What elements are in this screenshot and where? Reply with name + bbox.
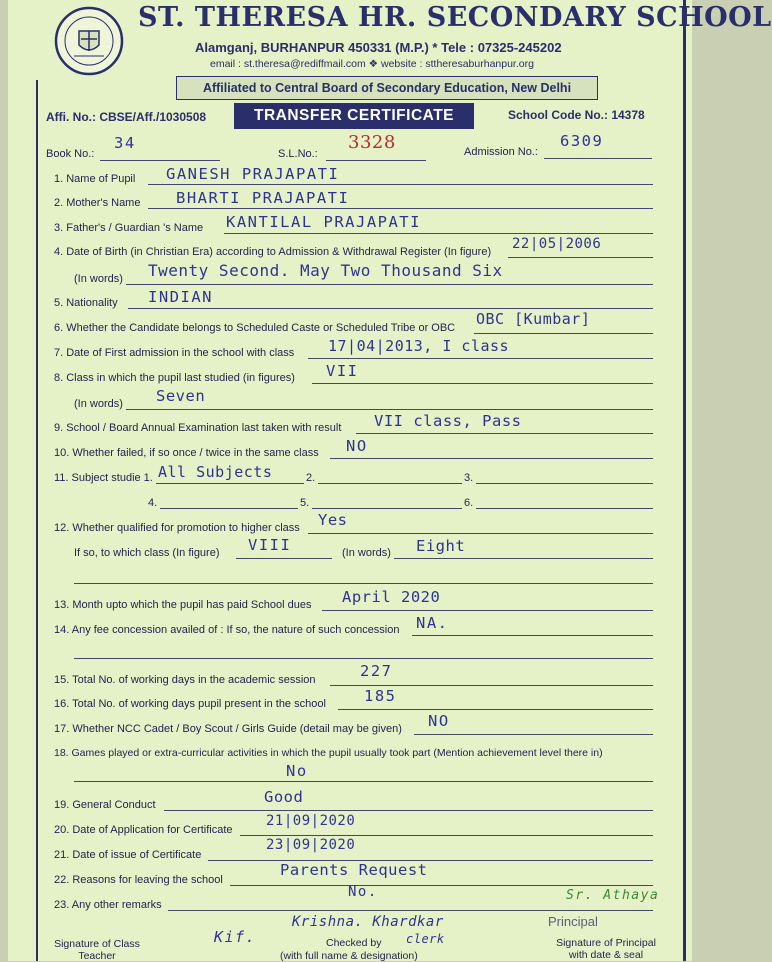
field-4-label: 4. Date of Birth (in Christian Era) according to Admission & Withdrawal Register (In figure) xyxy=(54,246,492,258)
school-crest-icon xyxy=(48,6,130,76)
field-7-line xyxy=(308,358,653,359)
field-16-label: 16. Total No. of working days pupil present in the school xyxy=(54,698,326,710)
checker-name: Krishna. Khardkar xyxy=(292,914,444,930)
field-5-label: 5. Nationality xyxy=(54,297,118,309)
sl-no-label: S.L.No.: xyxy=(278,148,318,160)
field-11-line-3 xyxy=(476,483,653,484)
field-16-line xyxy=(338,709,653,710)
school-code: School Code No.: 14378 xyxy=(508,108,645,122)
field-11-num-6: 6. xyxy=(464,497,474,509)
school-contact: email : st.theresa@rediffmail.com ❖ website : sttheresaburhanpur.org xyxy=(210,58,534,70)
field-1-line xyxy=(148,184,653,185)
field-1-label: 1. Name of Pupil xyxy=(54,173,136,185)
checked-by-label: Checked by xyxy=(326,937,382,949)
field-9-line xyxy=(356,433,653,434)
field-20-label: 20. Date of Application for Certificate xyxy=(54,824,233,836)
field-2-label: 2. Mother's Name xyxy=(54,197,141,209)
certificate-page xyxy=(8,0,772,962)
field-17-value: NO xyxy=(428,712,450,730)
field-9-label: 9. School / Board Annual Examination last taken with result xyxy=(54,422,342,434)
field-2-value: BHARTI PRAJAPATI xyxy=(176,189,350,207)
field-4-value: 22|05|2006 xyxy=(512,236,602,252)
field-11-num-4: 4. xyxy=(148,497,158,509)
field-11-num-5: 5. xyxy=(300,497,310,509)
teacher-signature: Kif. xyxy=(214,928,257,946)
affiliation-number: Affi. No.: CBSE/Aff./1030508 xyxy=(46,110,207,124)
field-12b-line xyxy=(236,558,332,559)
field-10-value: NO xyxy=(346,437,368,455)
field-21-value: 23|09|2020 xyxy=(266,837,356,853)
field-11-line-2 xyxy=(318,483,462,484)
field-15-label: 15. Total No. of working days in the academic session xyxy=(54,674,316,686)
field-23-line xyxy=(168,910,653,911)
field-19-label: 19. General Conduct xyxy=(54,799,156,811)
field-5-line xyxy=(128,308,653,309)
field-8-line xyxy=(312,383,653,384)
field-11-label: 11. Subject studie 1. xyxy=(54,472,153,484)
field-4-words-value: Twenty Second. May Two Thousand Six xyxy=(148,261,503,280)
right-border xyxy=(683,0,686,961)
checked-by-note: (with full name & designation) xyxy=(280,950,418,962)
field-3-label: 3. Father's / Guardian 's Name xyxy=(54,222,204,234)
sl-no-line xyxy=(326,160,426,161)
field-11-line-1 xyxy=(156,483,304,484)
field-3-line xyxy=(224,233,653,234)
field-15-line xyxy=(330,685,653,686)
field-6-label: 6. Whether the Candidate belongs to Scheduled Caste or Scheduled Tribe or OBC xyxy=(54,322,456,334)
field-12-value: Yes xyxy=(318,511,348,529)
field-20-line xyxy=(240,835,653,836)
field-12-extra-line xyxy=(74,583,653,584)
document-title: TRANSFER CERTIFICATE xyxy=(234,103,474,129)
field-12-label: 12. Whether qualified for promotion to higher class xyxy=(54,522,300,534)
field-1-value: GANESH PRAJAPATI xyxy=(166,165,340,183)
field-11-num-3: 3. xyxy=(464,472,474,484)
field-14-label: 14. Any fee concession availed of : If so, the nature of such concession xyxy=(54,624,400,636)
field-13-value: April 2020 xyxy=(342,588,441,606)
field-22-line xyxy=(230,885,653,886)
field-22-label: 22. Reasons for leaving the school xyxy=(54,874,223,886)
school-name: ST. THERESA HR. SECONDARY SCHOOL xyxy=(138,2,772,33)
field-10-line xyxy=(330,458,653,459)
field-11-line-5 xyxy=(312,508,462,509)
field-14-line xyxy=(412,635,653,636)
field-7-value: 17|04|2013, I class xyxy=(328,337,510,355)
field-8-words-label: (In words) xyxy=(74,398,123,410)
field-15-value: 227 xyxy=(360,662,393,680)
field-8-label: 8. Class in which the pupil last studied (in figures) xyxy=(54,372,295,384)
field-6-value: OBC [Kumbar] xyxy=(476,310,591,328)
field-4-words-line xyxy=(126,284,653,285)
field-8-words-value: Seven xyxy=(156,387,206,405)
principal-title: Principal xyxy=(548,914,598,929)
field-16-value: 185 xyxy=(364,687,397,705)
field-14-value: NA. xyxy=(416,614,449,632)
field-18-label: 18. Games played or extra-curricular activities in which the pupil usually took part (Mention achievement level there in) xyxy=(54,747,603,759)
field-5-value: INDIAN xyxy=(148,288,213,306)
field-12-line xyxy=(308,533,653,534)
field-11-line-6 xyxy=(476,508,653,509)
book-no-value: 34 xyxy=(114,134,136,152)
field-23-label: 23. Any other remarks xyxy=(54,899,162,911)
field-18-line xyxy=(74,781,653,782)
admission-no-line xyxy=(544,158,652,159)
left-border xyxy=(36,80,38,961)
field-4-words-label: (In words) xyxy=(74,273,123,285)
field-9-value: VII class, Pass xyxy=(374,412,522,430)
field-22-value: Parents Request xyxy=(280,861,428,879)
admission-no-label: Admission No.: xyxy=(464,146,538,158)
field-8-words-line xyxy=(126,409,653,410)
school-address: Alamganj, BURHANPUR 450331 (M.P.) * Tele : 07325-245202 xyxy=(195,40,562,55)
affiliation-banner: Affiliated to Central Board of Secondary Education, New Delhi xyxy=(176,76,598,100)
admission-no-value: 6309 xyxy=(560,132,604,150)
field-12-words-label: (In words) xyxy=(342,547,391,559)
field-2-line xyxy=(148,208,653,209)
field-12-words-line xyxy=(394,558,653,559)
field-19-line xyxy=(164,810,653,811)
field-12b-value: VIII xyxy=(248,536,292,554)
class-teacher-signature-label: Signature of Class Teacher xyxy=(54,938,140,962)
principal-signature: Sr. Athaya xyxy=(566,888,660,903)
field-13-label: 13. Month upto which the pupil has paid School dues xyxy=(54,599,312,611)
field-17-line xyxy=(414,734,653,735)
field-18-value: No xyxy=(286,762,308,780)
principal-signature-label: Signature of Principal with date & seal xyxy=(556,937,656,961)
field-10-label: 10. Whether failed, if so once / twice in the same class xyxy=(54,447,319,459)
book-no-line xyxy=(100,160,220,161)
sl-no-value: 3328 xyxy=(348,132,396,153)
field-8-value: VII xyxy=(326,362,359,380)
field-11-line-4 xyxy=(160,508,298,509)
checker-role: clerk xyxy=(406,932,445,946)
field-23-value: No. xyxy=(348,884,378,900)
field-11-value: All Subjects xyxy=(158,463,273,481)
field-14-extra-line xyxy=(74,658,653,659)
field-17-label: 17. Whether NCC Cadet / Boy Scout / Girls Guide (detail may be given) xyxy=(54,723,402,735)
field-13-line xyxy=(322,610,653,611)
field-7-label: 7. Date of First admission in the school with class xyxy=(54,347,295,359)
field-21-label: 21. Date of issue of Certificate xyxy=(54,849,202,861)
field-3-value: KANTILAL PRAJAPATI xyxy=(226,213,421,231)
field-6-line xyxy=(474,333,653,334)
field-12b-label: If so, to which class (In figure) xyxy=(74,547,220,559)
field-20-value: 21|09|2020 xyxy=(266,813,356,829)
field-19-value: Good xyxy=(264,788,304,806)
book-no-label: Book No.: xyxy=(46,148,95,160)
field-11-num-2: 2. xyxy=(306,472,316,484)
field-4-line xyxy=(508,257,653,258)
field-12-words-value: Eight xyxy=(416,537,466,555)
field-21-line xyxy=(208,860,653,861)
